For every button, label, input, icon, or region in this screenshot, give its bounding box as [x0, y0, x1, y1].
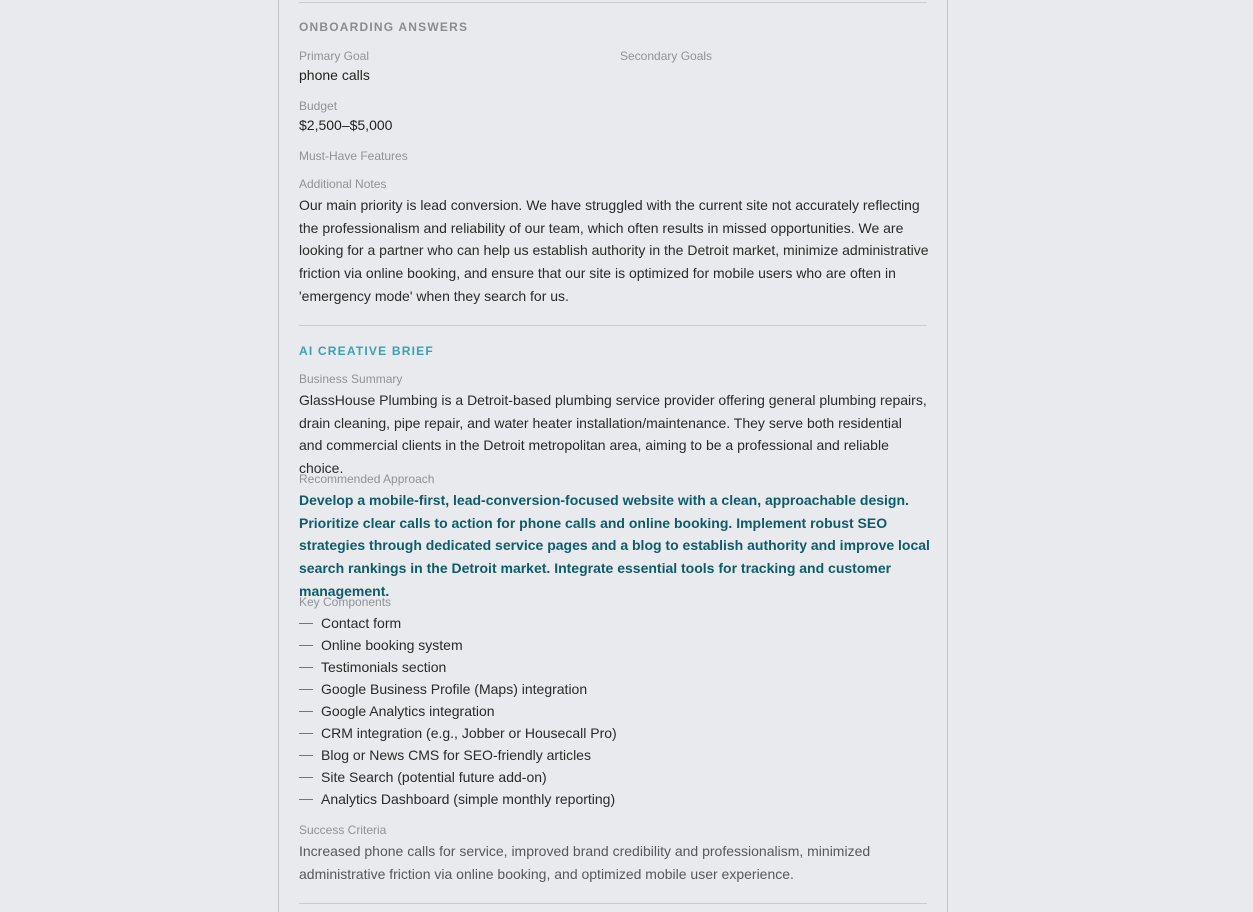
business-summary-value: GlassHouse Plumbing is a Detroit-based plumbing service provider offering general plumbing repairs, drain cleaning, pipe repair, and water heater installation/maintenance. They serve both residential and commercial clients in the Detroit metropolitan area, aiming to be a professional and reliable choice.	[299, 392, 927, 477]
dash-icon	[299, 711, 313, 712]
list-item	[299, 744, 617, 766]
additional-notes-value: Our main priority is lead conversion. We have struggled with the current site not accurately reflecting the professionalism and reliability of our team, which often results in missed opportunities. We are looking for a partner who can help us establish authority in the Detroit market, minimize administrative friction via online booking, and ensure that our site is optimized for mobile users who are often in 'emergency mode' when they search for us.	[299, 197, 929, 304]
must-have-features-label: Must-Have Features	[299, 149, 408, 163]
recommended-approach-label: Recommended Approach	[299, 472, 435, 486]
dash-icon	[299, 645, 313, 646]
budget-value: $2,500–$5,000	[299, 117, 393, 133]
component-label: Testimonials section	[321, 659, 447, 675]
list-item	[299, 656, 617, 678]
recommended-approach-value: Develop a mobile-first, lead-conversion-focused website with a clean, approachable design. Prioritize clear calls to action for phone calls and online booking. Implement robust SEO strategies through dedicated service pages and a blog to establish authority and improve local search rankings in the Detroit market. Integrate essential tools for tracking and customer management.	[299, 492, 930, 599]
list-item	[299, 634, 617, 656]
key-components-label: Key Components	[299, 595, 392, 609]
list-item	[299, 678, 617, 700]
bottom-divider	[299, 903, 927, 904]
dash-icon	[299, 689, 313, 690]
component-label: CRM integration (e.g., Jobber or Housecall Pro)	[321, 725, 617, 741]
budget-label: Budget	[299, 99, 338, 113]
key-components-list	[299, 612, 617, 810]
additional-notes-label: Additional Notes	[299, 177, 387, 191]
secondary-goals-label: Secondary Goals	[620, 49, 713, 63]
component-label: Blog or News CMS for SEO-friendly articles	[321, 747, 591, 763]
component-label: Contact form	[321, 615, 402, 631]
component-label: Analytics Dashboard (simple monthly reporting)	[321, 791, 616, 807]
dash-icon	[299, 799, 313, 800]
dash-icon	[299, 777, 313, 778]
dash-icon	[299, 623, 313, 624]
business-summary-label: Business Summary	[299, 372, 403, 386]
success-criteria-label: Success Criteria	[299, 823, 387, 837]
dash-icon	[299, 733, 313, 734]
primary-goal-label: Primary Goal	[299, 49, 370, 63]
component-label: Site Search (potential future add-on)	[321, 769, 547, 785]
top-divider	[299, 2, 927, 3]
dash-icon	[299, 755, 313, 756]
component-label: Online booking system	[321, 637, 463, 653]
list-item	[299, 612, 617, 634]
component-label: Google Analytics integration	[321, 703, 495, 719]
list-item	[299, 722, 617, 744]
list-item	[299, 766, 617, 788]
dash-icon	[299, 667, 313, 668]
onboarding-section-title: ONBOARDING ANSWERS	[299, 20, 469, 34]
section-divider	[299, 325, 927, 326]
creative-brief-section-title: AI CREATIVE BRIEF	[299, 344, 434, 358]
primary-goal-value: phone calls	[299, 67, 370, 83]
detail-panel	[278, 0, 948, 912]
success-criteria-value: Increased phone calls for service, improved brand credibility and professionalism, minimized administrative friction via online booking, and optimized mobile user experience.	[299, 843, 871, 882]
list-item	[299, 788, 617, 810]
component-label: Google Business Profile (Maps) integration	[321, 681, 588, 697]
list-item	[299, 700, 617, 722]
